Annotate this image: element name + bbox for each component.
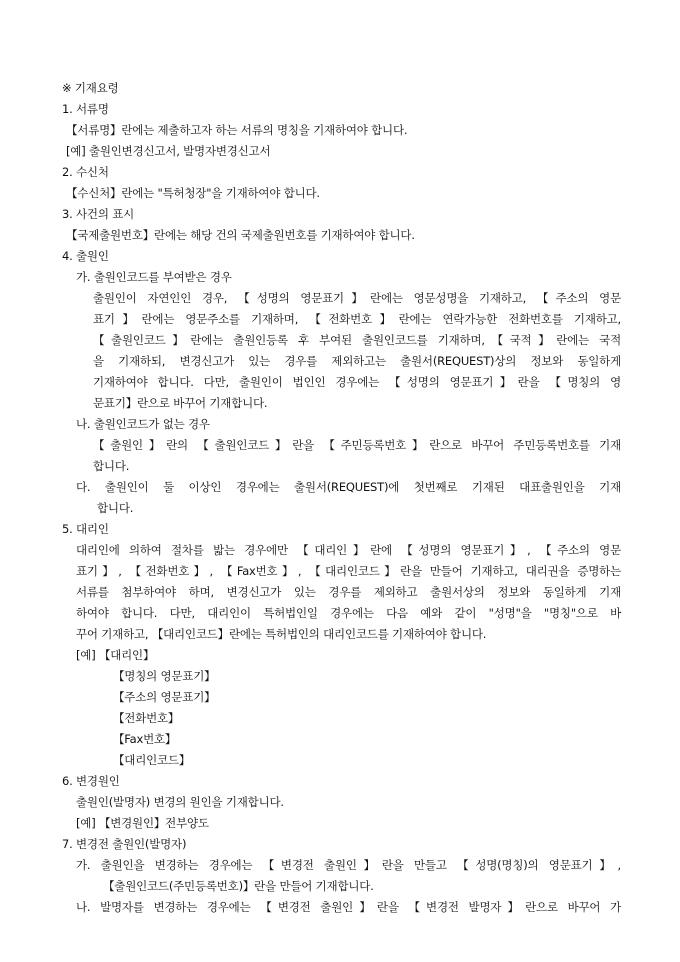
section-heading-case-indication: 3. 사건의 표시 <box>62 207 135 221</box>
example-item: 【Fax번호】 <box>113 732 177 746</box>
body-line: 【출원인코드】란에는 출원인등록 후 부여된 출원인코드를 기재하며,【국적】란에는 국적 <box>93 333 621 347</box>
body-line: 【출원인코드(주민등록번호)】란을 만들어 기재합니다. <box>103 879 374 893</box>
subitem-title: 가. 출원인을 변경하는 경우에는 【변경전 출원인】란을 만들고 【성명(명칭)의 영문표기】, <box>76 858 621 872</box>
example-label: [예] 【대리인】 <box>76 648 155 662</box>
section-heading-applicant: 4. 출원인 <box>62 249 109 263</box>
notes-header: ※ 기재요령 <box>62 81 119 95</box>
example-item: 【전화번호】 <box>113 711 180 725</box>
body-line: 꾸어 기재하고, 【대리인코드】란에는 특허법인의 대리인코드를 기재하여야 합니다. <box>76 627 487 641</box>
body-line: 하여야 합니다. 다만, 대리인이 특허법인일 경우에는 다음 예와 같이 "성명"을 "명칭"으로 바 <box>76 606 621 620</box>
body-line: 합니다. <box>93 459 130 473</box>
section-heading-recipient: 2. 수신처 <box>62 165 109 179</box>
section-heading-change-reason: 6. 변경원인 <box>62 774 120 788</box>
section-heading-agent: 5. 대리인 <box>62 522 109 536</box>
subitem-title: 다. 출원인이 둘 이상인 경우에는 출원서(REQUEST)에 첫번째로 기재된 대표출원인을 기재 <box>76 480 621 494</box>
subitem-title: 가. 출원인코드를 부여받은 경우 <box>76 270 232 284</box>
body-line: 문표기】란으로 바꾸어 기재합니다. <box>93 396 268 410</box>
example-item: 【대리인코드】 <box>113 753 191 767</box>
example-item: 【주소의 영문표기】 <box>113 690 216 704</box>
body-line: 【수신처】란에는 "특허청장"을 기재하여야 합니다. <box>66 186 320 200</box>
body-line: 대리인에 의하여 절차를 밟는 경우에만 【대리인】란에 【성명의 영문표기】, 【주소의 영문 <box>76 543 621 557</box>
subitem-title: 나. 발명자를 변경하는 경우에는 【변경전 출원인】란을 【변경전 발명자】란으로 바꾸어 가 <box>76 900 621 914</box>
body-line: 【서류명】란에는 제출하고자 하는 서류의 명칭을 기재하여야 합니다. <box>66 123 408 137</box>
body-line: 출원인(발명자) 변경의 원인을 기재합니다. <box>76 795 284 809</box>
body-line: 【국제출원번호】란에는 해당 건의 국제출원번호를 기재하여야 합니다. <box>66 228 415 242</box>
body-line: 표기】란에는 영문주소를 기재하며, 【전화번호】란에는 연락가능한 전화번호를 기재하고, <box>93 312 621 326</box>
body-line: 서류를 첨부하여야 하며, 변경신고가 있는 경우를 제외하고 출원서상의 정보와 동일하게 기재 <box>76 585 621 599</box>
section-heading-prior-applicant: 7. 변경전 출원인(발명자) <box>62 837 187 851</box>
section-heading-document-name: 1. 서류명 <box>62 102 109 116</box>
subitem-title: 나. 출원인코드가 없는 경우 <box>76 417 210 431</box>
example-line: [예] 【변경원인】전부양도 <box>76 816 209 830</box>
example-line: [예] 출원인변경신고서, 발명자변경신고서 <box>66 144 271 158</box>
body-line: 출원인이 자연인인 경우, 【성명의 영문표기】란에는 영문성명을 기재하고, 【주소의 영문 <box>93 291 621 305</box>
body-line: 기재하여야 합니다. 다만, 출원인이 법인인 경우에는 【성명의 영문표기】란을 【명칭의 영 <box>93 375 621 389</box>
body-line: 을 기재하되, 변경신고가 있는 경우를 제외하고는 출원서(REQUEST)상의 정보와 동일하게 <box>93 354 621 368</box>
example-item: 【명칭의 영문표기】 <box>113 669 216 683</box>
body-line: 표기】, 【전화번호】, 【Fax번호】, 【대리인코드】란을 만들어 기재하고, 대리권을 증명하는 <box>76 564 621 578</box>
body-line: 【출원인】란의 【출원인코드】란을 【주민등록번호】란으로 바꾸어 주민등록번호를 기재 <box>93 438 621 452</box>
body-line: 합니다. <box>97 501 134 515</box>
